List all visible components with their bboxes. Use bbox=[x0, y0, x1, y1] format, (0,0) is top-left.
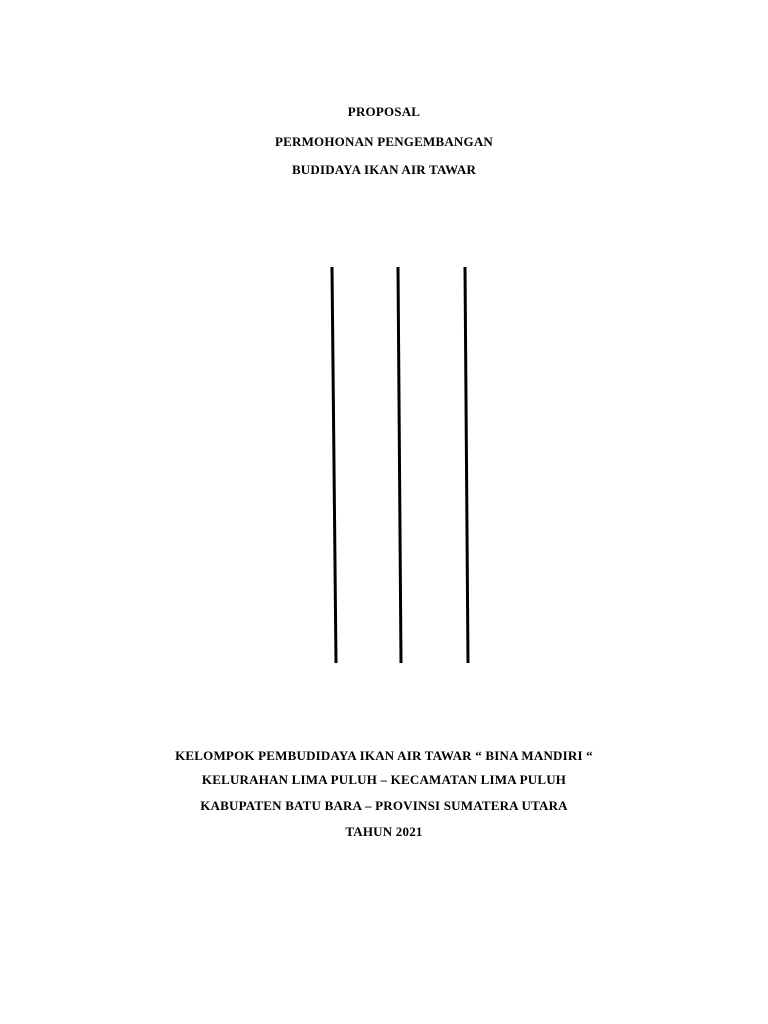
village-district: KELURAHAN LIMA PULUH – KECAMATAN LIMA PULUH bbox=[201, 772, 567, 787]
regency-province: KABUPATEN BATU BARA – PROVINSI SUMATERA UTARA bbox=[200, 798, 568, 813]
year: TAHUN 2021 bbox=[345, 824, 423, 839]
title-request: PERMOHONAN PENGEMBANGAN bbox=[274, 134, 493, 149]
title-subject: BUDIDAYA IKAN AIR TAWAR bbox=[291, 162, 477, 177]
vertical-line-left bbox=[332, 267, 336, 663]
vertical-line-middle bbox=[398, 267, 401, 663]
group-name: KELOMPOK PEMBUDIDAYA IKAN AIR TAWAR “ BINA MANDIRI “ bbox=[175, 748, 593, 763]
title-proposal: PROPOSAL bbox=[347, 104, 421, 119]
vertical-line-right bbox=[465, 267, 468, 663]
